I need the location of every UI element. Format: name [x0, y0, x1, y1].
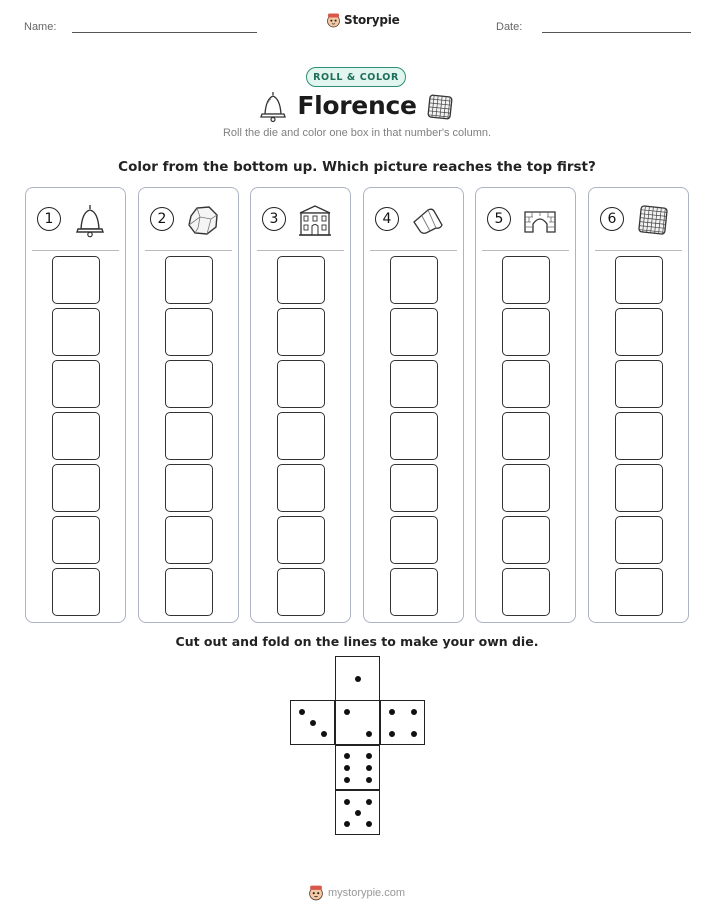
- column-header: [139, 188, 238, 250]
- marble-stone-icon: [185, 202, 221, 238]
- die-face-four: [380, 700, 425, 745]
- color-box[interactable]: [615, 464, 663, 512]
- date-label: Date:: [496, 21, 523, 33]
- column-header: [589, 188, 688, 250]
- terracotta-tile-icon: [410, 202, 446, 238]
- pip: [411, 731, 417, 737]
- color-box[interactable]: [615, 256, 663, 304]
- color-box[interactable]: [502, 412, 550, 460]
- column-divider: [32, 250, 119, 251]
- column-number: 1: [37, 207, 61, 231]
- color-box[interactable]: [165, 256, 213, 304]
- pip: [344, 709, 350, 715]
- name-label: Name:: [24, 21, 57, 33]
- pip: [366, 731, 372, 737]
- color-box[interactable]: [52, 256, 100, 304]
- color-box[interactable]: [52, 308, 100, 356]
- roll-column-2: [138, 187, 239, 623]
- die-face-three: [290, 700, 335, 745]
- column-number: 4: [375, 207, 399, 231]
- mosaic-tile-icon: [635, 202, 671, 238]
- column-header: [364, 188, 463, 250]
- color-box[interactable]: [277, 308, 325, 356]
- color-box[interactable]: [277, 464, 325, 512]
- die-net: [290, 656, 426, 836]
- color-box[interactable]: [502, 256, 550, 304]
- color-box[interactable]: [52, 412, 100, 460]
- pip: [344, 753, 350, 759]
- color-box[interactable]: [277, 412, 325, 460]
- color-box[interactable]: [502, 308, 550, 356]
- die-instruction: Cut out and fold on the lines to make your own die.: [175, 634, 539, 649]
- die-face-five: [335, 790, 380, 835]
- palazzo-building-icon: [297, 202, 333, 238]
- column-divider: [257, 250, 344, 251]
- pip: [366, 765, 372, 771]
- color-box[interactable]: [277, 516, 325, 564]
- pip: [355, 676, 361, 682]
- color-box[interactable]: [615, 568, 663, 616]
- color-box[interactable]: [502, 516, 550, 564]
- page-subtitle: Roll the die and color one box in that number's column.: [222, 127, 492, 139]
- date-line[interactable]: [542, 32, 691, 33]
- color-box[interactable]: [390, 256, 438, 304]
- color-box[interactable]: [615, 360, 663, 408]
- pip: [355, 810, 361, 816]
- pip: [344, 765, 350, 771]
- column-divider: [370, 250, 457, 251]
- roll-column-5: [475, 187, 576, 623]
- color-box[interactable]: [390, 308, 438, 356]
- pip: [366, 777, 372, 783]
- color-box[interactable]: [52, 568, 100, 616]
- name-line[interactable]: [72, 32, 257, 33]
- brand-name: Storypie: [344, 13, 400, 27]
- color-box[interactable]: [277, 256, 325, 304]
- color-box[interactable]: [277, 360, 325, 408]
- color-box[interactable]: [165, 360, 213, 408]
- column-divider: [482, 250, 569, 251]
- pip: [321, 731, 327, 737]
- pip: [366, 753, 372, 759]
- roll-column-4: [363, 187, 464, 623]
- color-box[interactable]: [52, 360, 100, 408]
- color-box[interactable]: [165, 568, 213, 616]
- column-header: [476, 188, 575, 250]
- pip: [344, 799, 350, 805]
- pip: [344, 821, 350, 827]
- color-box[interactable]: [165, 464, 213, 512]
- page-title: Florence: [297, 91, 417, 120]
- color-box[interactable]: [502, 464, 550, 512]
- column-divider: [145, 250, 232, 251]
- pip: [366, 799, 372, 805]
- storypie-mascot-icon: [308, 884, 324, 901]
- color-box[interactable]: [165, 516, 213, 564]
- roll-column-6: [588, 187, 689, 623]
- pip: [389, 709, 395, 715]
- color-box[interactable]: [165, 412, 213, 460]
- bell-icon: [72, 202, 108, 238]
- footer: [308, 884, 405, 901]
- die-face-two: [335, 700, 380, 745]
- color-box[interactable]: [390, 568, 438, 616]
- color-box[interactable]: [52, 464, 100, 512]
- color-box[interactable]: [390, 412, 438, 460]
- pip: [344, 777, 350, 783]
- stone-arch-icon: [522, 202, 558, 238]
- column-number: 6: [600, 207, 624, 231]
- pip: [310, 720, 316, 726]
- pip: [299, 709, 305, 715]
- column-number: 5: [487, 207, 511, 231]
- column-number: 2: [150, 207, 174, 231]
- roll-column-1: [25, 187, 126, 623]
- color-box[interactable]: [615, 412, 663, 460]
- pip: [389, 731, 395, 737]
- color-box[interactable]: [502, 360, 550, 408]
- footer-url[interactable]: mystorypie.com: [328, 886, 406, 899]
- color-box[interactable]: [615, 308, 663, 356]
- column-header: [251, 188, 350, 250]
- storypie-mascot-icon: [326, 12, 341, 28]
- column-number: 3: [262, 207, 286, 231]
- pip: [411, 709, 417, 715]
- roll-column-3: [250, 187, 351, 623]
- brand-logo: [326, 12, 400, 28]
- column-header: [26, 188, 125, 250]
- pip: [366, 821, 372, 827]
- die-face-one: [335, 656, 380, 701]
- game-instruction: Color from the bottom up. Which picture reaches the top first?: [118, 159, 596, 175]
- column-divider: [595, 250, 682, 251]
- color-box[interactable]: [390, 464, 438, 512]
- color-box[interactable]: [277, 568, 325, 616]
- activity-badge: ROLL & COLOR: [306, 67, 406, 87]
- color-box[interactable]: [615, 516, 663, 564]
- color-box[interactable]: [390, 360, 438, 408]
- mosaic-tile-icon: [426, 93, 454, 121]
- color-box[interactable]: [52, 516, 100, 564]
- die-face-six: [335, 745, 380, 790]
- color-box[interactable]: [390, 516, 438, 564]
- color-box[interactable]: [165, 308, 213, 356]
- color-box[interactable]: [502, 568, 550, 616]
